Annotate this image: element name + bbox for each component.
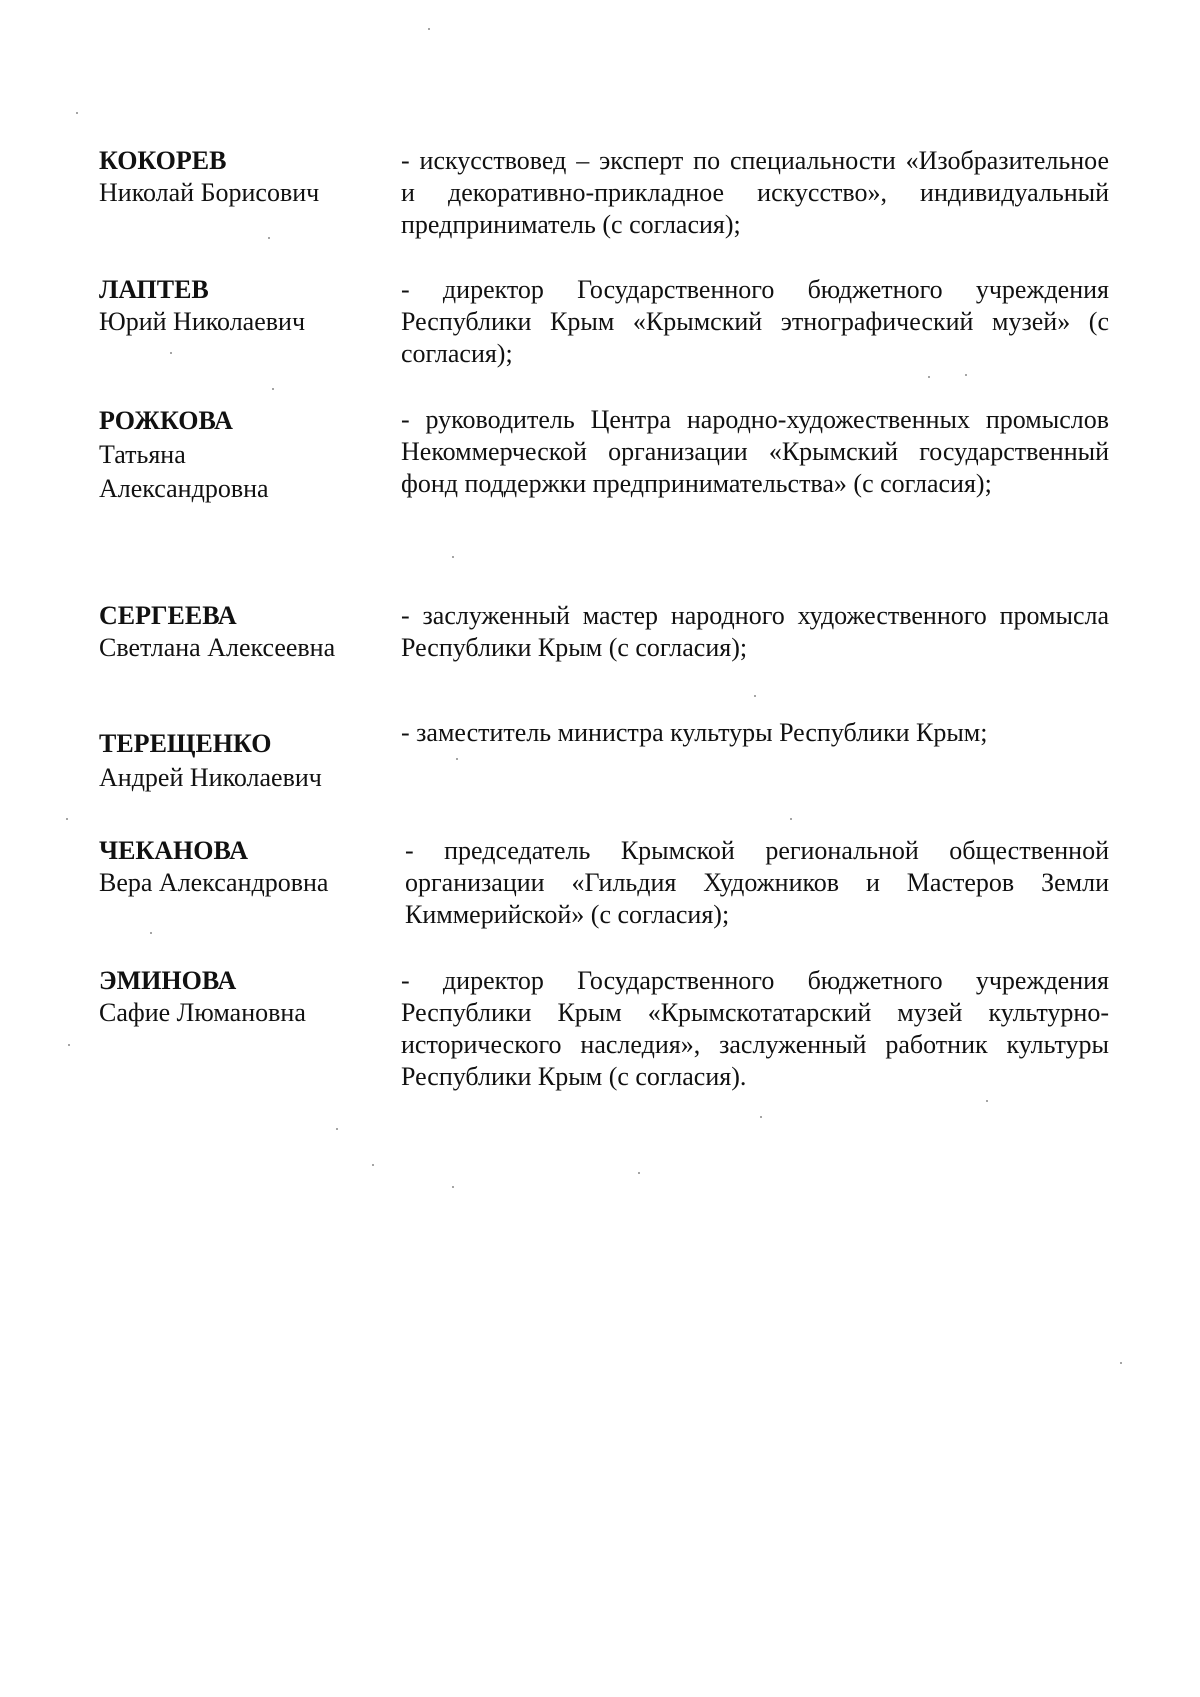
scan-speck	[754, 695, 756, 697]
member-description: - заслуженный мастер народного художественного промысла Республики Крым (с согласия);	[401, 601, 1109, 662]
scan-speck	[452, 1186, 454, 1188]
member-description: - директор Государственного бюджетного учреждения Республики Крым «Крымскотатарский музей культурно-исторического наследия», заслуженный работник культуры Республики Крым (с согласия).	[401, 966, 1109, 1091]
scan-speck	[638, 1172, 640, 1174]
member-description: - руководитель Центра народно-художественных промыслов Некоммерческой организации «Крымский государственный фонд поддержки предпринимательства» (с согласия);	[401, 405, 1109, 498]
member-given-name: Сафие Люмановна	[99, 998, 306, 1027]
member-surname: ЛАПТЕВ	[99, 275, 209, 304]
member-surname: СЕРГЕЕВА	[99, 601, 237, 630]
member-name	[99, 274, 389, 338]
scan-speck	[790, 818, 792, 820]
member-description: - заместитель министра культуры Республики Крым;	[401, 718, 988, 747]
member-given-name: Андрей Николаевич	[99, 763, 322, 792]
scan-speck	[68, 1044, 70, 1046]
member-given-name: Николай Борисович	[99, 178, 320, 207]
member-description: - директор Государственного бюджетного учреждения Республики Крым «Крымский этнографический музей» (с согласия);	[401, 275, 1109, 368]
scan-speck	[170, 352, 172, 354]
scan-speck	[150, 932, 152, 934]
member-name	[99, 404, 389, 506]
scan-speck	[268, 237, 270, 239]
scan-speck	[965, 374, 967, 376]
scan-speck	[76, 112, 78, 114]
scan-speck	[986, 1100, 988, 1102]
member-name	[99, 145, 389, 209]
member-name	[99, 965, 389, 1029]
scan-speck	[336, 1128, 338, 1130]
scan-speck	[66, 818, 68, 820]
scan-speck	[272, 388, 274, 390]
member-surname: КОКОРЕВ	[99, 146, 227, 175]
scan-speck	[456, 758, 458, 760]
member-name	[99, 727, 389, 795]
member-surname: ЧЕКАНОВА	[99, 836, 248, 865]
member-surname: ЭМИНОВА	[99, 966, 237, 995]
scan-speck	[452, 556, 454, 558]
member-surname: ТЕРЕЩЕНКО	[99, 729, 272, 758]
member-name	[99, 835, 389, 899]
member-given-name: Юрий Николаевич	[99, 307, 306, 336]
member-surname: РОЖКОВА	[99, 406, 233, 435]
member-given-name: Светлана Алексеевна	[99, 633, 336, 662]
member-name	[99, 600, 389, 664]
scan-speck	[1120, 1362, 1122, 1364]
member-given-name: Татьяна Александровна	[99, 440, 269, 503]
scan-speck	[372, 1164, 374, 1166]
scan-speck	[928, 376, 930, 378]
scan-speck	[760, 1116, 762, 1118]
member-given-name: Вера Александровна	[99, 868, 329, 897]
scan-speck	[428, 28, 430, 30]
member-description: - председатель Крымской региональной общественной организации «Гильдия Художников и Мастеров Земли Киммерийской» (с согласия);	[405, 836, 1109, 929]
member-description: - искусствовед – эксперт по специальности «Изобразительное и декоративно-прикладное искусство», индивидуальный предприниматель (с согласия);	[401, 146, 1109, 239]
